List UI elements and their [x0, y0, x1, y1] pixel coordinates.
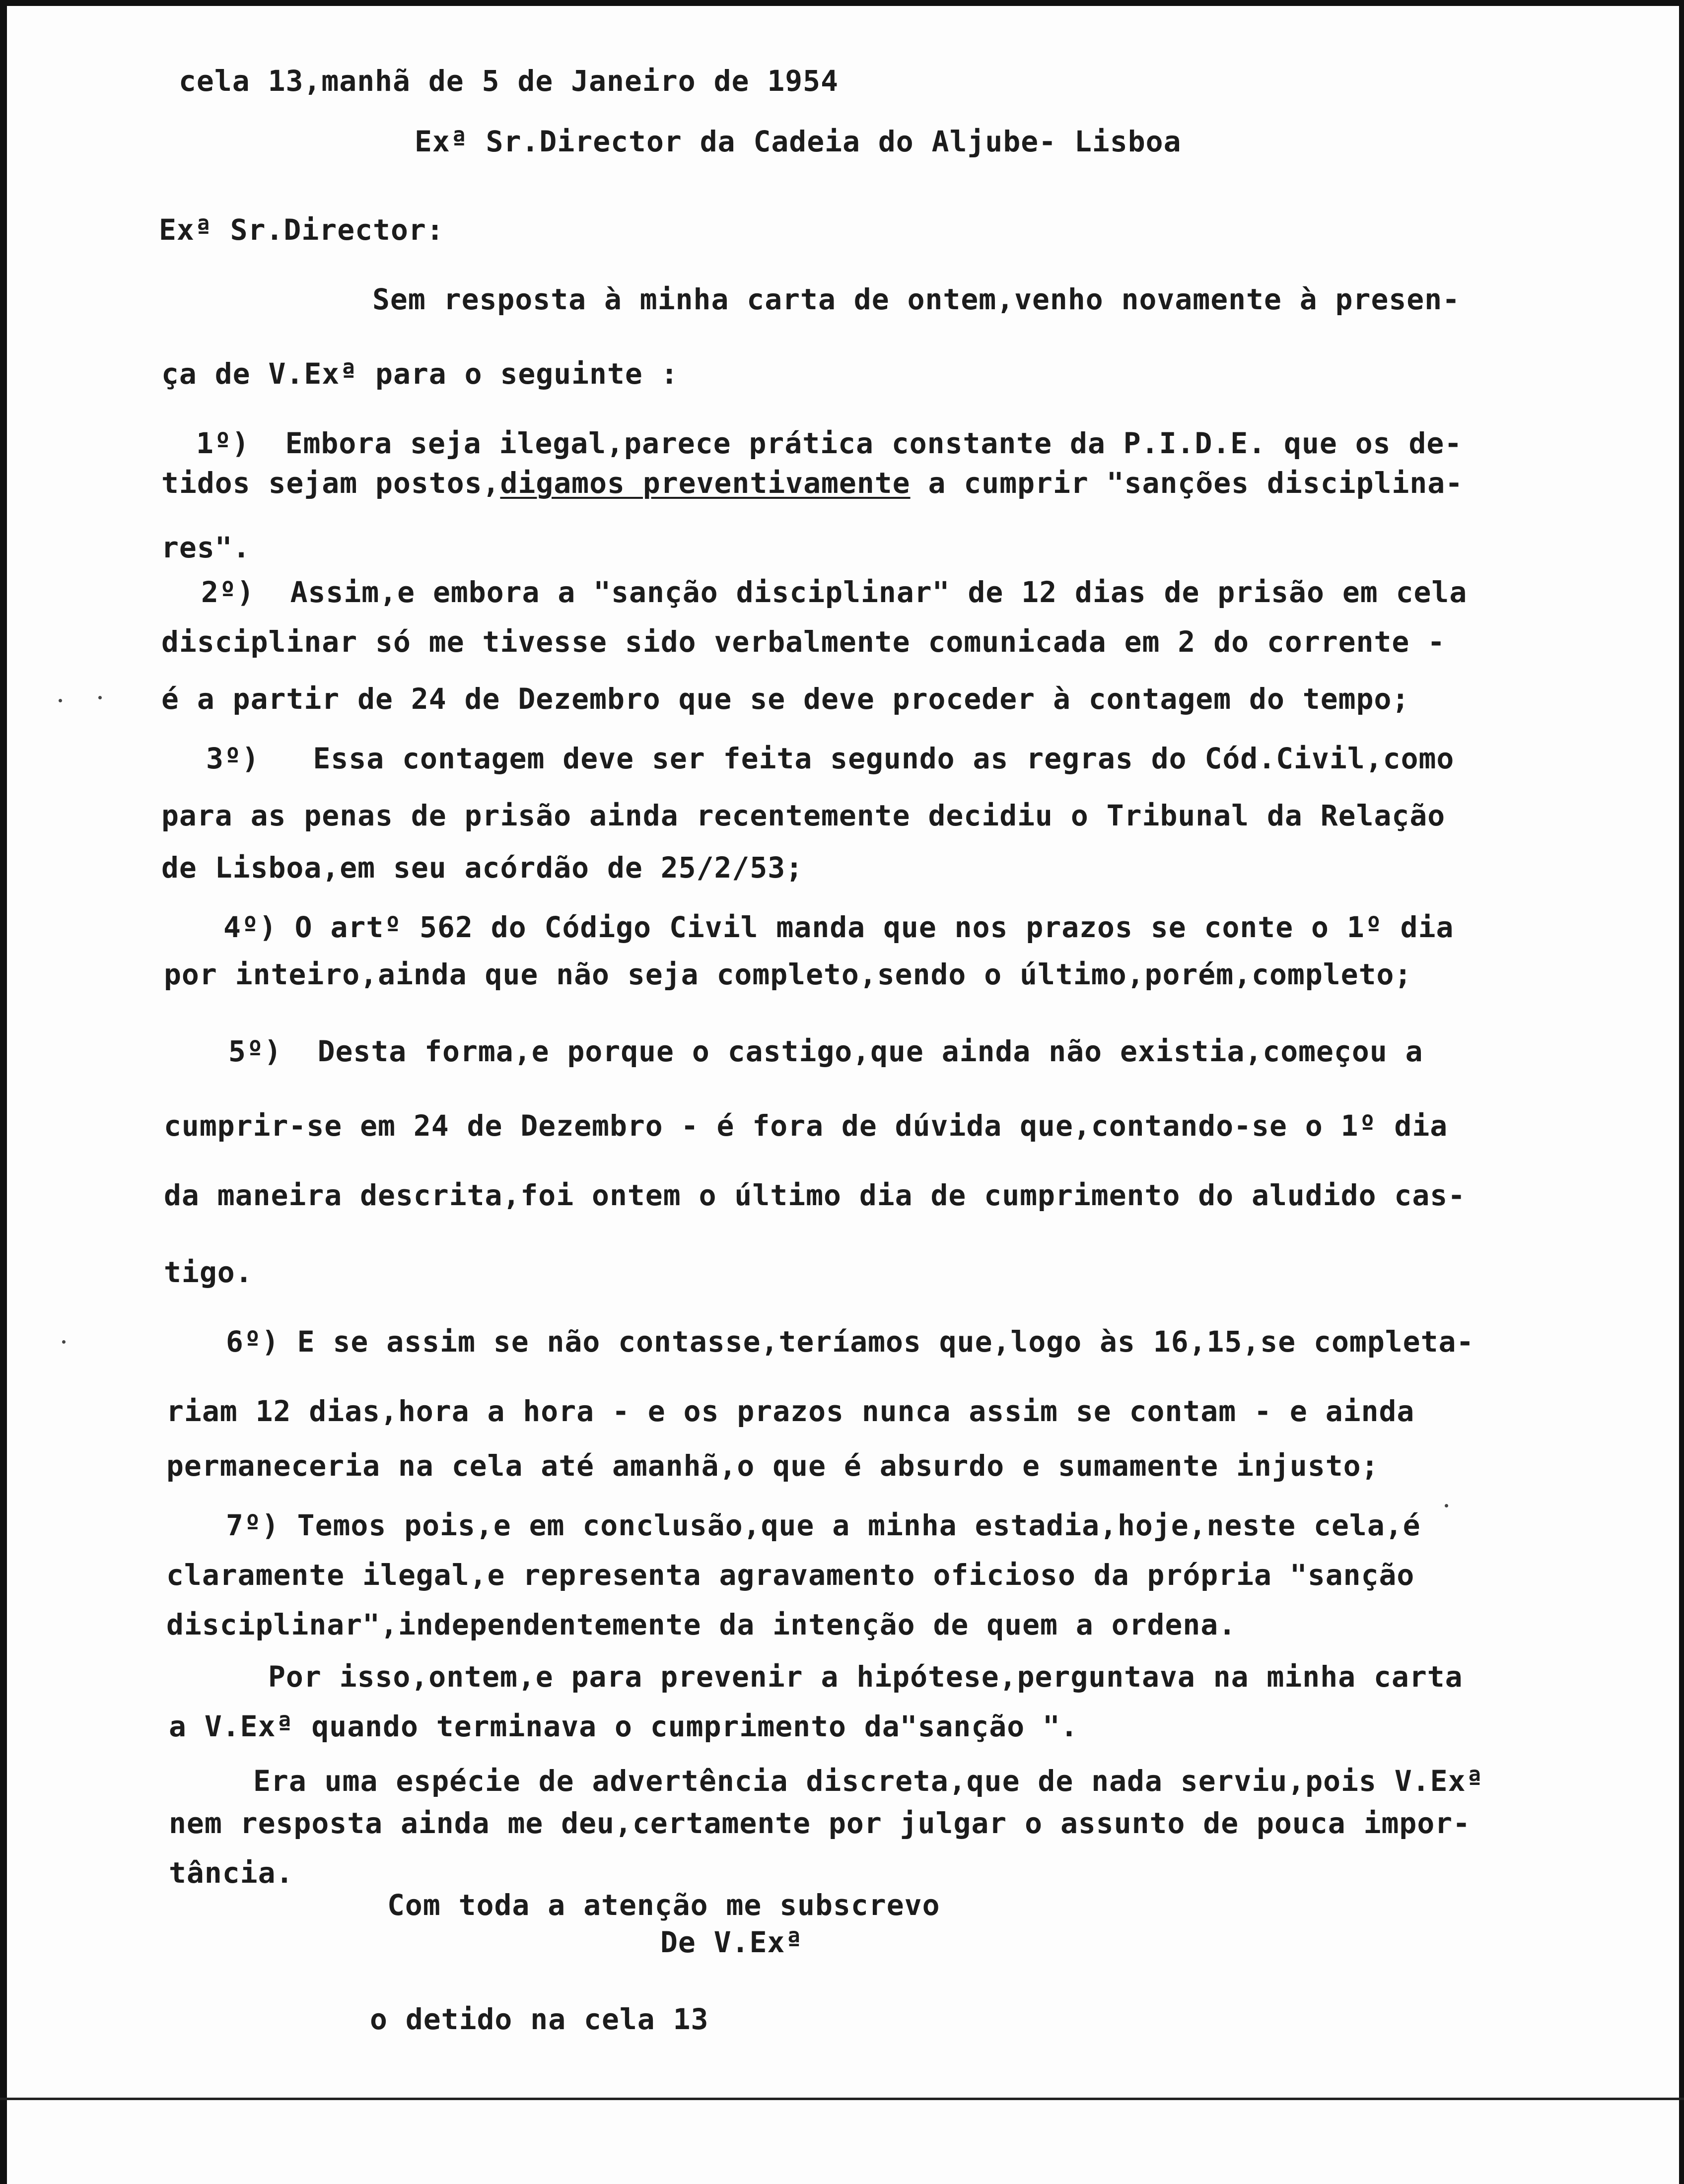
- dateline: cela 13,manhã de 5 de Janeiro de 1954: [179, 64, 839, 98]
- paragraph-1-line: [161, 466, 1463, 500]
- p1-text: a cumprir "sanções disciplina-: [910, 466, 1464, 500]
- paragraph-5-line: tigo.: [164, 1255, 253, 1289]
- scan-border-right: [1679, 0, 1684, 2184]
- paragraph-2-line: 2º) Assim,e embora a "sanção disciplinar" de 12 dias de prisão em cela: [201, 575, 1468, 609]
- paragraph-5-line: da maneira descrita,foi ontem o último dia de cumprimento do aludido cas-: [164, 1178, 1466, 1212]
- scan-speck: [98, 696, 102, 699]
- paragraph-7-line: 7º) Temos pois,e em conclusão,que a minha estadia,hoje,neste cela,é: [226, 1508, 1421, 1542]
- signature: o detido na cela 13: [370, 2002, 709, 2036]
- paragraph-3-line: 3º) Essa contagem deve ser feita segundo as regras do Cód.Civil,como: [206, 742, 1455, 775]
- addressee: Exª Sr.Director da Cadeia do Aljube- Lisboa: [415, 125, 1182, 158]
- paragraph-3-line: de Lisboa,em seu acórdão de 25/2/53;: [161, 851, 804, 885]
- paragraph-7-line: claramente ilegal,e representa agravamento oficioso da própria "sanção: [166, 1558, 1415, 1592]
- paragraph-3-line: para as penas de prisão ainda recentemente decidiu o Tribunal da Relação: [161, 799, 1446, 832]
- paragraph-6-line: permaneceria na cela até amanhã,o que é absurdo e sumamente injusto;: [166, 1449, 1379, 1483]
- paragraph-5-line: cumprir-se em 24 de Dezembro - é fora de dúvida que,contando-se o 1º dia: [164, 1109, 1448, 1143]
- salutation: Exª Sr.Director:: [159, 213, 444, 247]
- paragraph-8-line: Por isso,ontem,e para prevenir a hipótese,perguntava na minha carta: [268, 1660, 1463, 1694]
- paragraph-9-line: tância.: [169, 1856, 294, 1890]
- underlined-phrase: digamos preventivamente: [500, 466, 911, 500]
- scan-speck: [59, 699, 62, 702]
- paragraph-9-line: nem resposta ainda me deu,certamente por julgar o assunto de pouca impor-: [169, 1806, 1471, 1840]
- paragraph-1-line: 1º) Embora seja ilegal,parece prática constante da P.I.D.E. que os de-: [196, 426, 1463, 460]
- p1-text: tidos sejam postos,: [161, 466, 500, 500]
- scan-border-left: [0, 0, 7, 2184]
- paragraph-4-line: 4º) O artº 562 do Código Civil manda que nos prazos se conte o 1º dia: [223, 910, 1454, 944]
- paragraph-9-line: Era uma espécie de advertência discreta,que de nada serviu,pois V.Exª: [253, 1764, 1484, 1798]
- scan-speck: [62, 1340, 66, 1344]
- closing-to: De V.Exª: [660, 1925, 803, 1959]
- closing-line: Com toda a atenção me subscrevo: [387, 1888, 940, 1922]
- paragraph-5-line: 5º) Desta forma,e porque o castigo,que ainda não existia,começou a: [228, 1034, 1423, 1068]
- scan-bottom-rule: [0, 2098, 1684, 2100]
- paragraph-6-line: 6º) E se assim se não contasse,teríamos que,logo às 16,15,se completa-: [226, 1325, 1474, 1359]
- paragraph-7-line: disciplinar",independentemente da intenção de quem a ordena.: [166, 1608, 1237, 1641]
- intro-line: ça de V.Exª para o seguinte :: [161, 357, 679, 391]
- intro-line: Sem resposta à minha carta de ontem,venho novamente à presen-: [372, 282, 1461, 316]
- paragraph-1-line: res".: [161, 531, 251, 564]
- scan-speck: [1445, 1504, 1448, 1507]
- paragraph-8-line: a V.Exª quando terminava o cumprimento da"sanção ".: [169, 1709, 1078, 1743]
- paragraph-4-line: por inteiro,ainda que não seja completo,sendo o último,porém,completo;: [164, 957, 1412, 991]
- paragraph-2-line: é a partir de 24 de Dezembro que se deve proceder à contagem do tempo;: [161, 682, 1410, 716]
- paragraph-2-line: disciplinar só me tivesse sido verbalmente comunicada em 2 do corrente -: [161, 625, 1446, 659]
- paragraph-6-line: riam 12 dias,hora a hora - e os prazos nunca assim se contam - e ainda: [166, 1394, 1415, 1428]
- scan-border-top: [0, 0, 1684, 6]
